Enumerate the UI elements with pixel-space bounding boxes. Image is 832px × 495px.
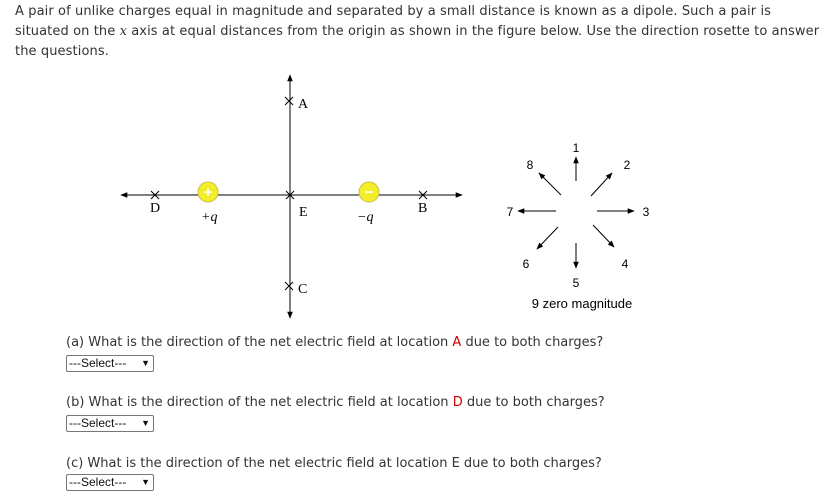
- question-a-select-value: ---Select---: [69, 356, 127, 370]
- question-c-select[interactable]: [66, 474, 154, 491]
- rosette-label-7: 7: [506, 205, 514, 219]
- question-b-location: D: [452, 395, 463, 410]
- rosette-zero-label: 9 zero magnitude: [531, 296, 633, 311]
- question-a-prefix: (a) What is the direction of the net electric field at location: [66, 335, 453, 350]
- rosette-arrow-6: [537, 227, 558, 249]
- question-c: [66, 455, 602, 472]
- question-b-suffix: due to both charges?: [462, 395, 605, 410]
- question-c-location: E: [451, 456, 460, 471]
- rosette-label-4: 4: [621, 257, 629, 271]
- question-c-select-value: ---Select---: [69, 475, 127, 489]
- point-e-label: E: [299, 205, 308, 220]
- rosette-label-5: 5: [572, 276, 580, 290]
- point-a-label: A: [298, 97, 309, 112]
- positive-charge-symbol: +: [203, 184, 213, 201]
- question-b-prefix: (b) What is the direction of the net electric field at location: [66, 395, 453, 410]
- rosette-label-6: 6: [522, 257, 530, 271]
- question-a-select[interactable]: [66, 355, 154, 372]
- rosette-label-8: 8: [526, 158, 534, 172]
- point-c-label: C: [298, 282, 308, 297]
- rosette-label-3: 3: [642, 205, 650, 219]
- rosette-label-2: 2: [623, 158, 631, 172]
- negative-charge-label: −q: [357, 210, 374, 225]
- negative-charge-symbol: −: [364, 184, 374, 201]
- point-d-label: D: [150, 201, 161, 216]
- intro-text-2: axis at equal distances from the origin as shown in the figure below. Use the direction rosette to answer the questions.: [15, 24, 820, 59]
- question-b-select-value: ---Select---: [69, 416, 127, 430]
- chevron-down-icon: ▼: [141, 418, 150, 428]
- rosette-arrow-8: [539, 173, 561, 195]
- question-b-select[interactable]: [66, 415, 154, 432]
- intro-text-1: A pair of unlike charges equal in magnitude and separated by a small distance is known as a dipole. Such a pair is situated on the: [15, 4, 772, 39]
- rosette-arrow-4: [593, 225, 614, 247]
- x-variable: x: [119, 24, 127, 39]
- point-b-label: B: [418, 201, 428, 216]
- direction-rosette: [518, 157, 634, 268]
- positive-charge-label: +q: [201, 210, 218, 225]
- positive-charge: [198, 182, 218, 202]
- point-c-marker: [285, 282, 293, 290]
- question-a-suffix: due to both charges?: [461, 335, 604, 350]
- question-a: [66, 334, 603, 351]
- question-b: [66, 394, 605, 411]
- rosette-arrow-2: [591, 173, 612, 196]
- question-a-location: A: [452, 335, 462, 350]
- question-c-suffix: due to both charges?: [459, 456, 602, 471]
- chevron-down-icon: ▼: [141, 477, 150, 487]
- rosette-label-1: 1: [572, 141, 580, 155]
- chevron-down-icon: ▼: [141, 358, 150, 368]
- question-c-prefix: (c) What is the direction of the net electric field at location: [66, 456, 452, 471]
- point-a-marker: [285, 97, 293, 105]
- negative-charge: [359, 182, 379, 202]
